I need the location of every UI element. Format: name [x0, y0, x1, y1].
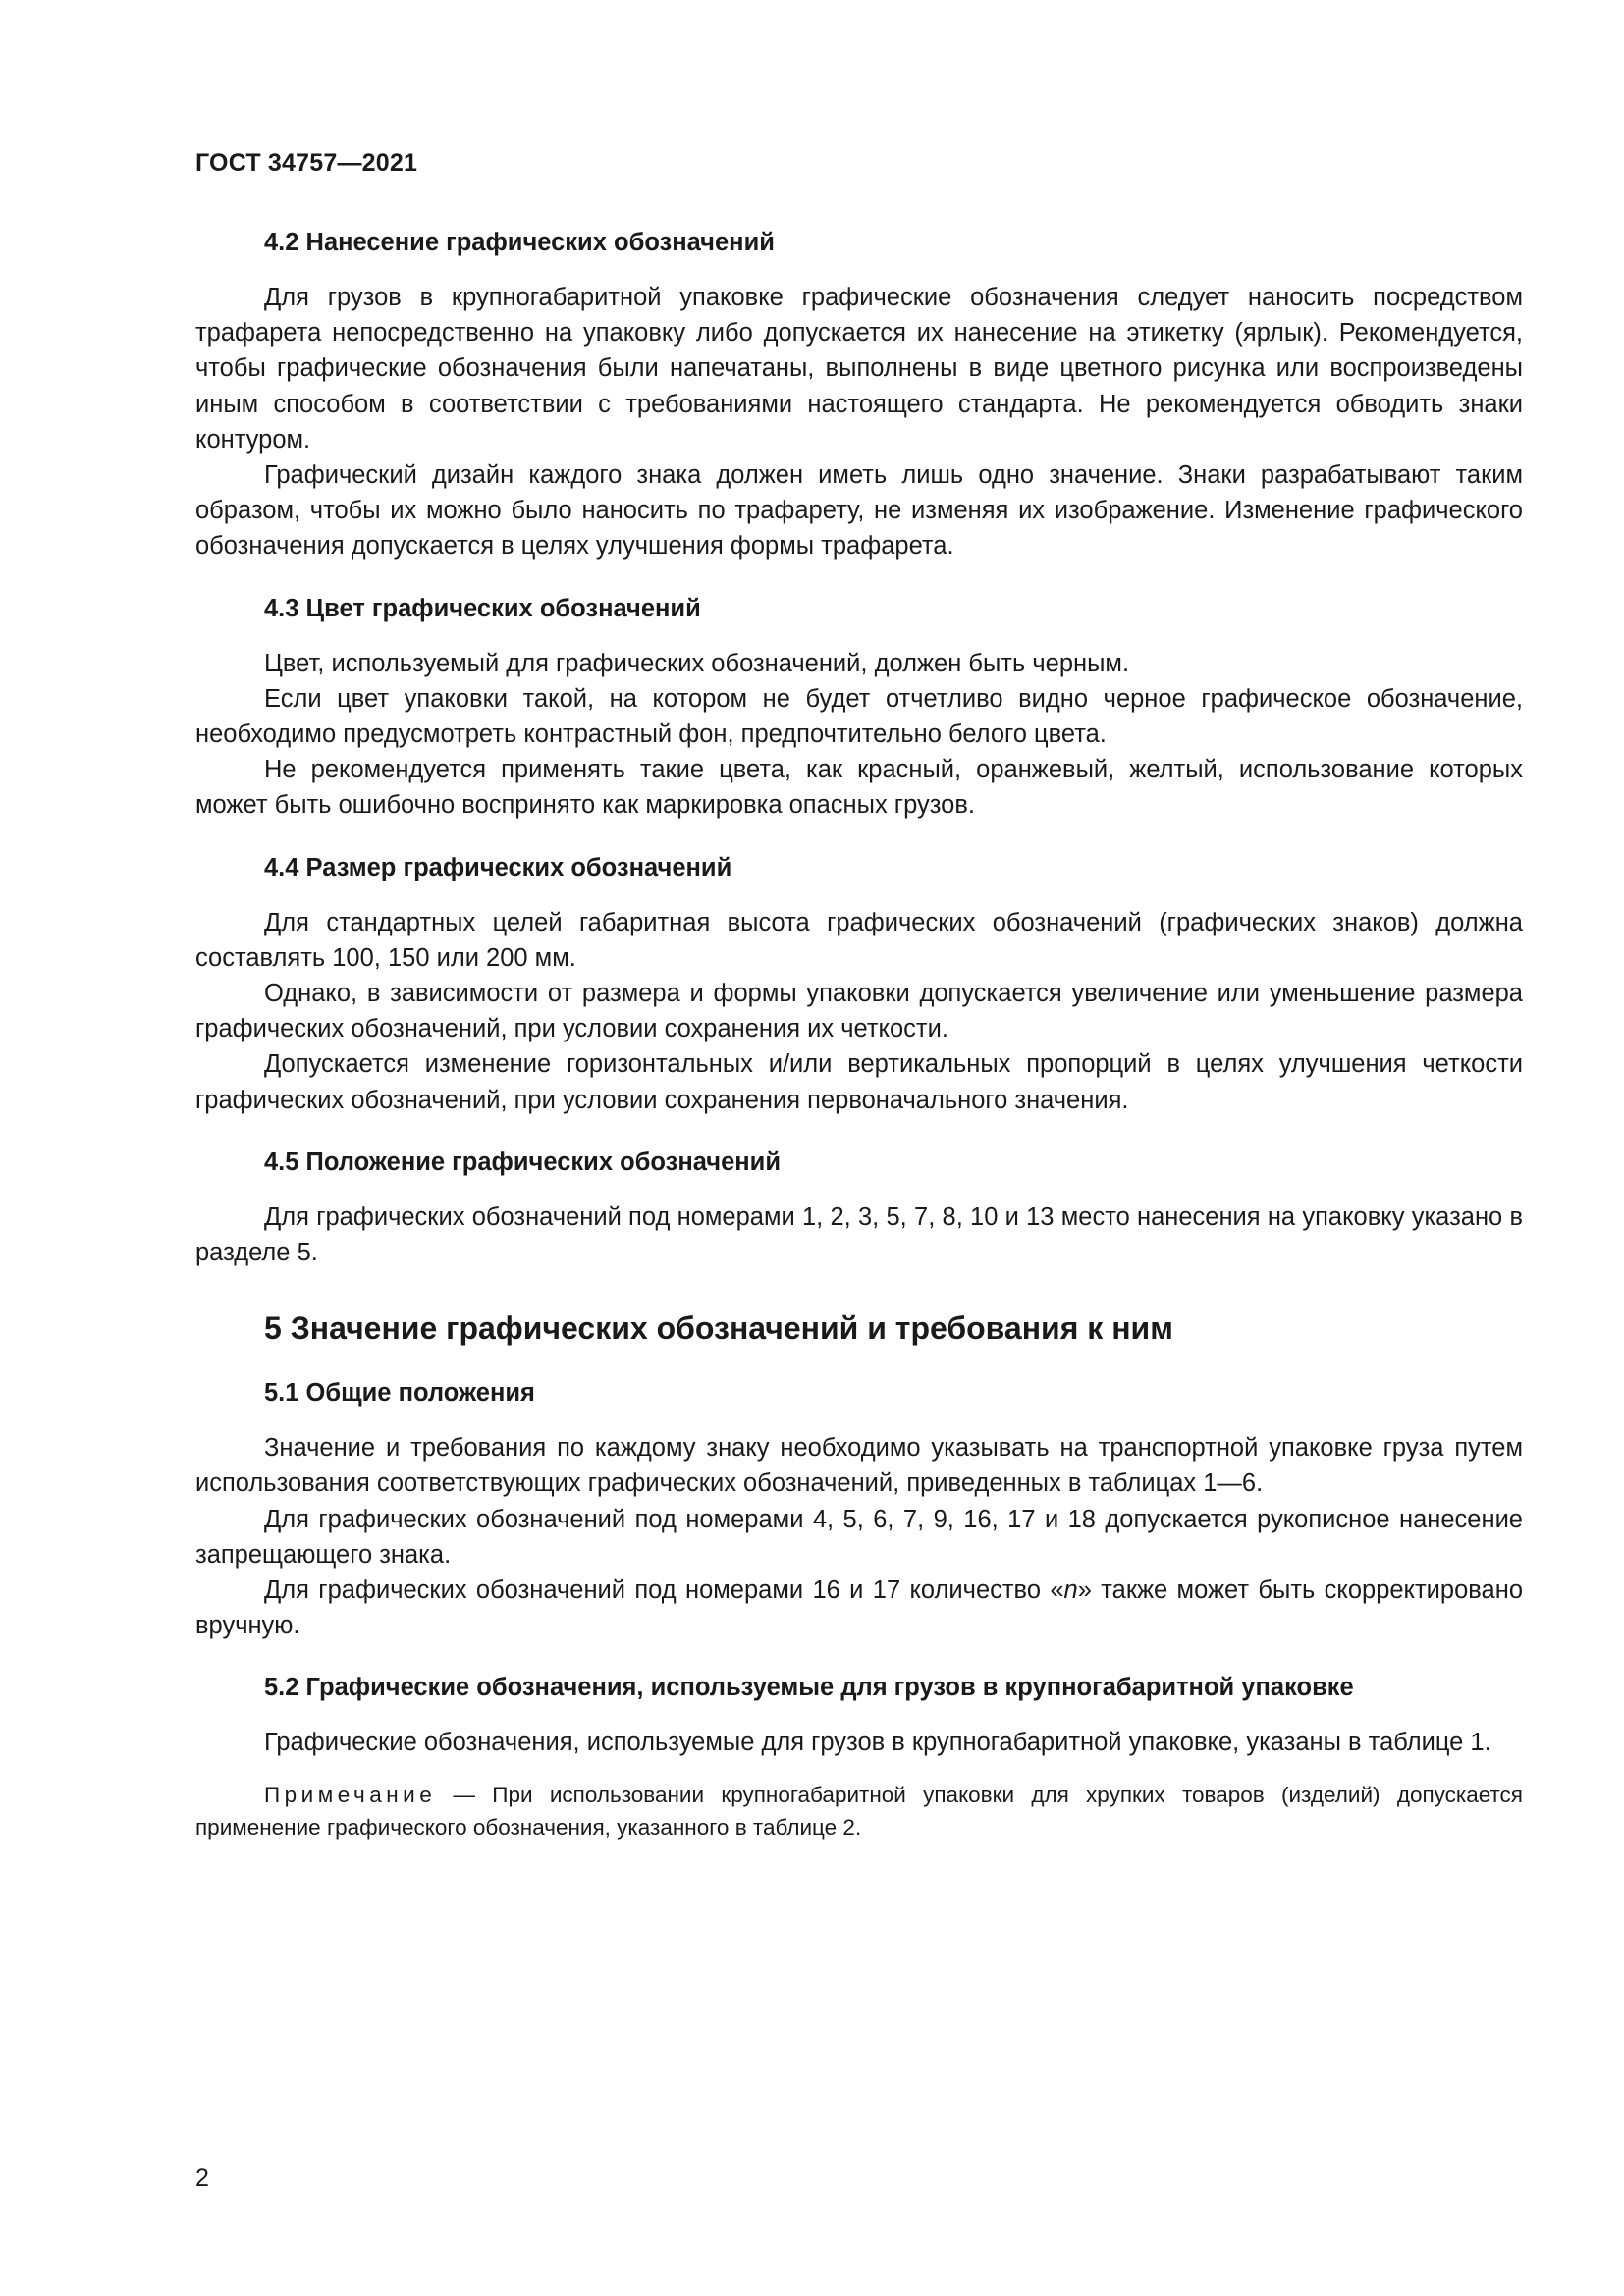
page-content: [195, 228, 1523, 1873]
chapter-heading: 5 Значение графических обозначений и требования к ним: [264, 1310, 1173, 1347]
document-id: ГОСТ 34757—2021: [195, 149, 418, 177]
section-heading: 4.5 Положение графических обозначений: [264, 1148, 782, 1176]
section-4-3: [195, 594, 1523, 824]
paragraph: [195, 1573, 1523, 1643]
note-text: — При использовании крупногабаритной упаковки для хрупких товаров (изделий) допускается применение графического обозначения, указанного в таблице 2.: [195, 1782, 1523, 1840]
paragraph: Значение и требования по каждому знаку необходимо указывать на транспортной упаковке груза путем использования соответствующих графических обозначений, приведенных в таблицах 1—6.: [195, 1434, 1523, 1498]
note-label: Примечание: [264, 1782, 437, 1807]
note: [195, 1779, 1523, 1843]
section-heading: 5.1 Общие положения: [264, 1379, 535, 1408]
paragraph: Однако, в зависимости от размера и формы упаковки допускается увеличение или уменьшение размера графических обозначений, при условии сохранения их четкости.: [195, 980, 1523, 1043]
section-heading: 5.2 Графические обозначения, используемые для грузов в крупногабаритной упаковке: [264, 1674, 1354, 1702]
section-5-1: [195, 1378, 1523, 1643]
page-number: 2: [195, 2164, 209, 2192]
paragraph: Для грузов в крупногабаритной упаковке графические обозначения следует наносить посредством трафарета непосредственно на упаковку либо допускается их нанесение на этикетку (ярлык). Рекомендуется, чтобы графические обозначения были напечатаны, выполнены в виде цветного рисунка или воспроизведены иным способом в соответствии с требованиями настоящего стандарта. Не рекомендуется обводить знаки контуром.: [195, 284, 1523, 454]
paragraph: Допускается изменение горизонтальных и/или вертикальных пропорций в целях улучшения четкости графических обозначений, при условии сохранения первоначального значения.: [195, 1050, 1523, 1114]
section-heading: 4.2 Нанесение графических обозначений: [264, 229, 775, 256]
text-run: » также может быть скорректировано вручную.: [195, 1576, 1523, 1640]
paragraph: Если цвет упаковки такой, на котором не будет отчетливо видно черное графическое обозначение, необходимо предусмотреть контрастный фон, предпочтительно белого цвета.: [195, 684, 1523, 749]
paragraph: Для графических обозначений под номерами 4, 5, 6, 7, 9, 16, 17 и 18 допускается рукописное нанесение запрещающего знака.: [195, 1505, 1523, 1569]
paragraph: Цвет, используемый для графических обозначений, должен быть черным.: [264, 649, 1130, 677]
italic-variable: n: [1063, 1576, 1078, 1605]
section-heading: 4.4 Размер графических обозначений: [264, 853, 732, 881]
paragraph: Графические обозначения, используемые для грузов в крупногабаритной упаковке, указаны в таблице 1.: [264, 1729, 1491, 1757]
paragraph: Не рекомендуется применять такие цвета, как красный, оранжевый, желтый, использование которых может быть ошибочно воспринято как маркировка опасных грузов.: [195, 756, 1523, 820]
paragraph: Графический дизайн каждого знака должен иметь лишь одно значение. Знаки разрабатывают таким образом, чтобы их можно было наносить по трафарету, не изменяя их изображение. Изменение графического обозначения допускается в целях улучшения формы трафарета.: [195, 461, 1523, 561]
paragraph: Для стандартных целей габаритная высота графических обозначений (графических знаков) должна составлять 100, 150 или 200 мм.: [195, 908, 1523, 972]
section-4-5: [195, 1148, 1523, 1270]
text-run: Для графических обозначений под номерами 16 и 17 количество «: [264, 1576, 1064, 1605]
section-4-2: [195, 228, 1523, 564]
section-5-2: [195, 1673, 1523, 1842]
paragraph: Для графических обозначений под номерами 1, 2, 3, 5, 7, 8, 10 и 13 место нанесения на упаковку указано в разделе 5.: [195, 1202, 1523, 1267]
section-4-4: [195, 853, 1523, 1118]
section-heading: 4.3 Цвет графических обозначений: [264, 594, 701, 622]
